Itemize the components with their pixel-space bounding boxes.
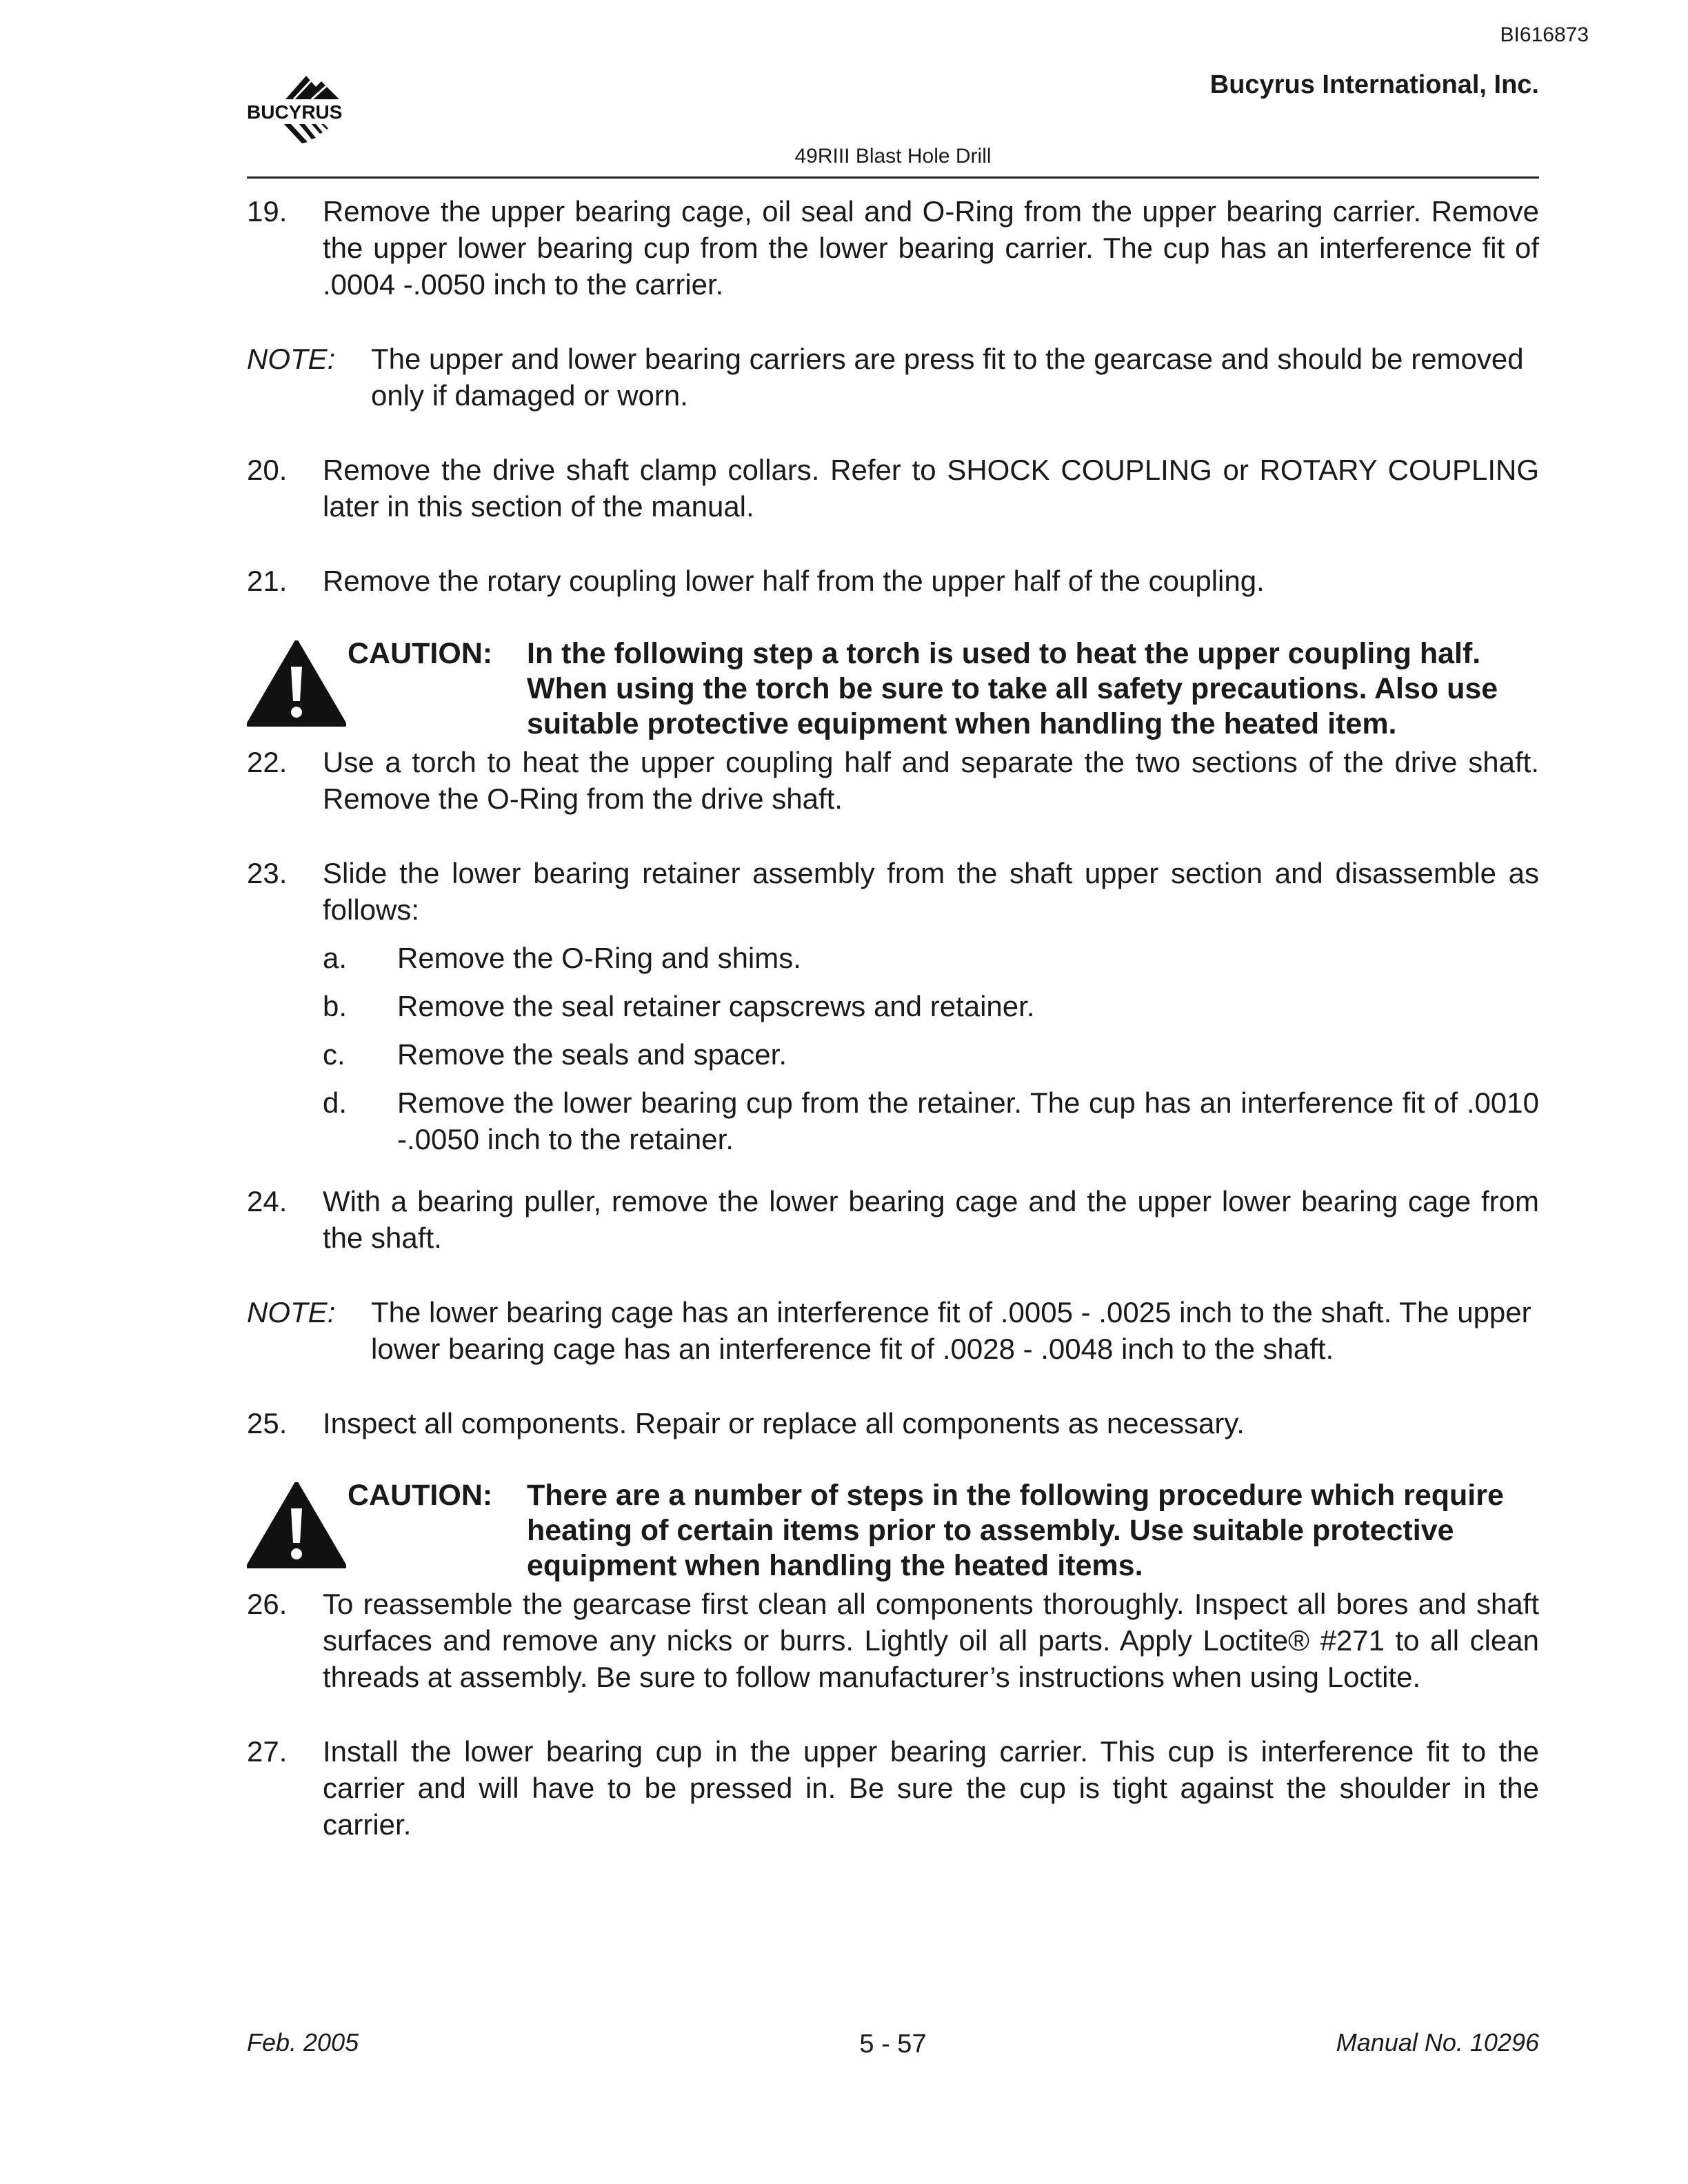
logo-wordmark: BUCYRUS bbox=[247, 101, 343, 123]
step-24 bbox=[247, 1183, 1539, 1256]
step-23d bbox=[323, 1084, 1539, 1157]
caution-2 bbox=[247, 1478, 1539, 1586]
caution-label: CAUTION: bbox=[348, 637, 493, 670]
step-number: 22. bbox=[247, 746, 288, 778]
substep-letter: d. bbox=[323, 1086, 348, 1119]
step-text: Inspect all components. Repair or replace all components as necessary. bbox=[323, 1407, 1245, 1439]
step-text: To reassemble the gearcase first clean all components thoroughly. Inspect all bores and shaft surfaces and remove any nicks or burrs. Lightly oil all parts. Apply Loctite® #271 to all clean threads at assembly. Be sure to follow manufacturer’s instructions when using Loctite. bbox=[323, 1588, 1539, 1693]
step-number: 19. bbox=[247, 195, 288, 228]
note-text: The upper and lower bearing carriers are press fit to the gearcase and should be removed only if damaged or worn. bbox=[371, 343, 1524, 412]
warning-triangle-icon bbox=[247, 640, 346, 730]
bucyrus-logo bbox=[245, 72, 370, 149]
step-20 bbox=[247, 452, 1539, 525]
step-25 bbox=[247, 1405, 1539, 1442]
substep-letter: c. bbox=[323, 1038, 345, 1071]
document-body bbox=[247, 193, 1539, 1843]
manual-number: Manual No. 10296 bbox=[1336, 2028, 1539, 2056]
note-text: The lower bearing cage has an interference fit of .0005 - .0025 inch to the shaft. The upper lower bearing cage has an interference fit of .0028 - .0048 inch to the shaft. bbox=[371, 1296, 1531, 1365]
step-text: With a bearing puller, remove the lower bearing cage and the upper lower bearing cage from the shaft. bbox=[323, 1185, 1539, 1254]
warning-triangle-icon bbox=[247, 1482, 346, 1572]
step-text: Remove the upper bearing cage, oil seal and O-Ring from the upper bearing carrier. Remove the upper lower bearing cup from the lower bearing carrier. The cup has an interference fit of .0004 -.0050 inch to the carrier. bbox=[323, 195, 1539, 301]
caution-label: CAUTION: bbox=[348, 1479, 493, 1512]
step-text: Remove the rotary coupling lower half from the upper half of the coupling. bbox=[323, 565, 1265, 597]
substep-text: Remove the O-Ring and shims. bbox=[397, 942, 801, 974]
note-label: NOTE: bbox=[247, 343, 336, 375]
step-text: Install the lower bearing cup in the upper bearing carrier. This cup is interference fit to the carrier and will have to be pressed in. Be sure the cup is tight against the shoulder in the carrier. bbox=[323, 1735, 1539, 1841]
footer-date: Feb. 2005 bbox=[247, 2028, 359, 2056]
step-27 bbox=[247, 1733, 1539, 1843]
step-number: 25. bbox=[247, 1407, 288, 1439]
substep-letter: b. bbox=[323, 990, 348, 1022]
step-22 bbox=[247, 744, 1539, 817]
step-number: 20. bbox=[247, 454, 288, 486]
substep-text: Remove the seal retainer capscrews and retainer. bbox=[397, 990, 1035, 1022]
step-number: 26. bbox=[247, 1588, 288, 1620]
note-2 bbox=[247, 1294, 1539, 1367]
step-number: 27. bbox=[247, 1735, 288, 1768]
step-23a bbox=[323, 940, 1539, 976]
step-number: 24. bbox=[247, 1185, 288, 1217]
note-1 bbox=[247, 341, 1539, 414]
caution-text: In the following step a torch is used to heat the upper coupling half. When using the torch be sure to take all safety precautions. Also use suitable protective equipment when handling the heated item. bbox=[527, 637, 1498, 740]
substep-letter: a. bbox=[323, 942, 348, 974]
step-23 bbox=[247, 855, 1539, 928]
caution-text: There are a number of steps in the following procedure which require heating of certain items prior to assembly. Use suitable protective equipment when handling the heated items. bbox=[527, 1479, 1504, 1582]
header-rule bbox=[247, 176, 1539, 179]
step-26 bbox=[247, 1586, 1539, 1695]
step-text: Use a torch to heat the upper coupling half and separate the two sections of the drive shaft. Remove the O-Ring from the drive shaft. bbox=[323, 746, 1539, 815]
note-label: NOTE: bbox=[247, 1296, 336, 1328]
caution-1 bbox=[247, 636, 1539, 744]
step-23c bbox=[323, 1036, 1539, 1073]
substep-text: Remove the seals and spacer. bbox=[397, 1038, 787, 1071]
step-19 bbox=[247, 193, 1539, 303]
document-subtitle: 49RIII Blast Hole Drill bbox=[794, 145, 992, 168]
step-21 bbox=[247, 563, 1539, 599]
step-text: Remove the drive shaft clamp collars. Refer to SHOCK COUPLING or ROTARY COUPLING later in this section of the manual. bbox=[323, 454, 1539, 523]
page-number: 5 - 57 bbox=[859, 2030, 927, 2059]
step-text: Slide the lower bearing retainer assembly from the shaft upper section and disassemble as follows: bbox=[323, 857, 1539, 926]
step-number: 23. bbox=[247, 857, 288, 889]
document-id: BI616873 bbox=[1500, 23, 1589, 46]
company-name: Bucyrus International, Inc. bbox=[1209, 70, 1539, 99]
substep-text: Remove the lower bearing cup from the retainer. The cup has an interference fit of .0010 -.0050 inch to the retainer. bbox=[397, 1086, 1539, 1155]
step-23b bbox=[323, 988, 1539, 1024]
step-number: 21. bbox=[247, 565, 288, 597]
